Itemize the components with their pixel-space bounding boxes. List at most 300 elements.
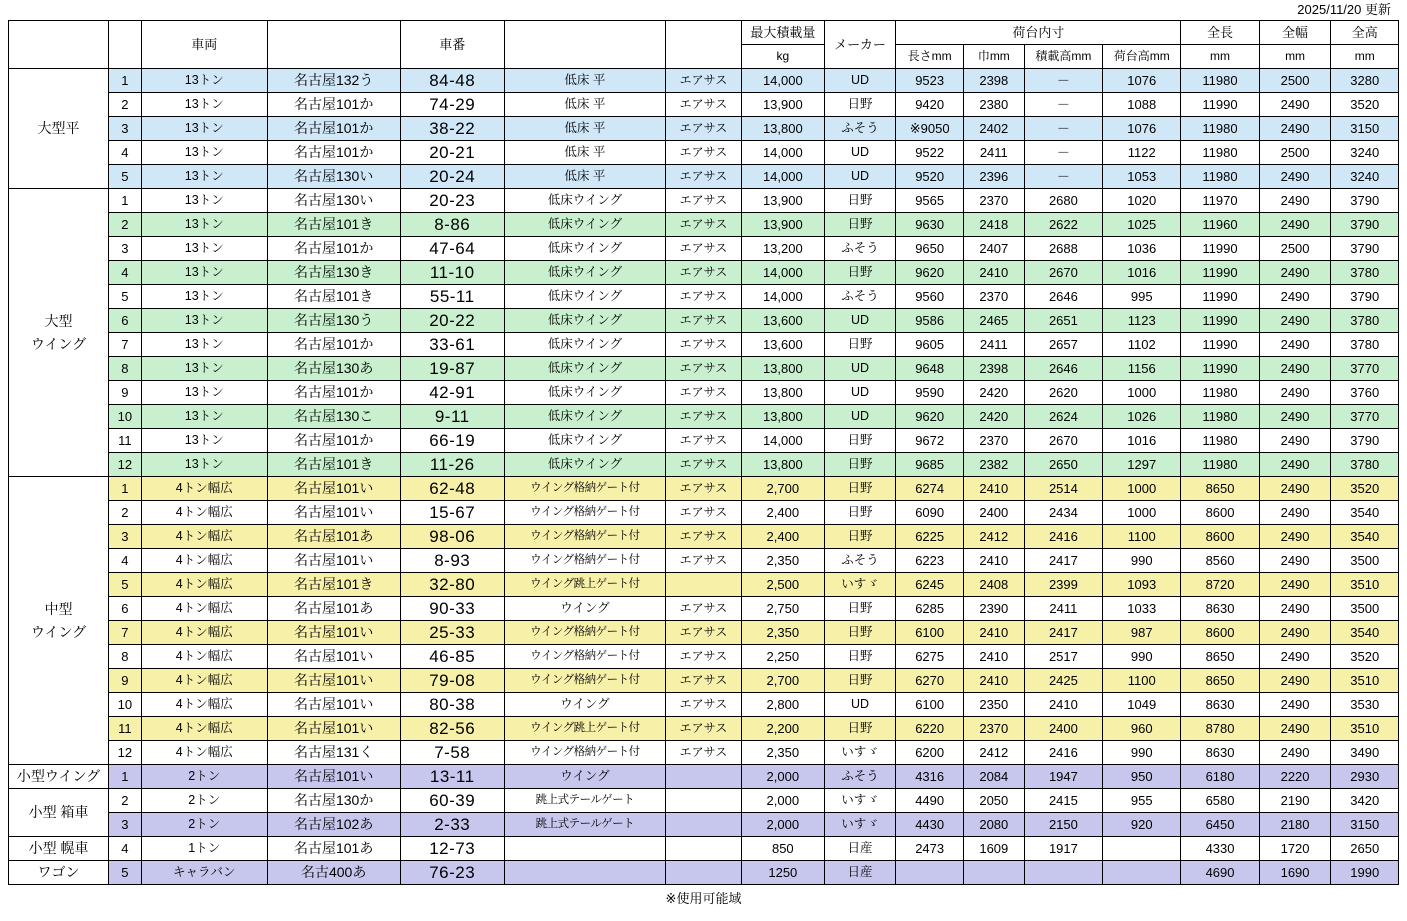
body-type: 低床ウイング [504,333,665,357]
body-type: 低床 平 [504,165,665,189]
bed-length: 6200 [896,741,963,765]
bed-floor-height: 987 [1103,621,1181,645]
plate-region: 名古屋101か [267,333,400,357]
suspension-type: エアサス [665,357,741,381]
bed-load-height: － [1024,69,1102,93]
plate-number: 38-22 [400,117,504,141]
total-height: 3770 [1331,405,1399,429]
total-width: 2490 [1259,189,1331,213]
total-height: 3790 [1331,213,1399,237]
vehicle-class: 13トン [141,69,267,93]
bed-load-height: 2417 [1024,549,1102,573]
total-height: 3150 [1331,813,1399,837]
max-load: 2,750 [742,597,825,621]
plate-region: 名古屋130か [267,789,400,813]
bed-floor-height: 1000 [1103,381,1181,405]
total-width: 2490 [1259,645,1331,669]
body-type: ウイング [504,693,665,717]
plate-region: 名古屋102あ [267,813,400,837]
bed-width: 2411 [963,333,1024,357]
plate-number: 46-85 [400,645,504,669]
bed-length: 6100 [896,621,963,645]
body-type: 低床ウイング [504,453,665,477]
updated-date: 2025/11/20 更新 [1297,2,1391,17]
plate-region: 名古屋101か [267,117,400,141]
plate-region: 名古屋101い [267,621,400,645]
total-length: 8600 [1181,525,1259,549]
vehicle-class: 13トン [141,429,267,453]
total-height: 3780 [1331,453,1399,477]
bed-length [896,861,963,885]
bed-load-height: 2416 [1024,525,1102,549]
bed-width: 2408 [963,573,1024,597]
plate-number: 8-86 [400,213,504,237]
suspension-type: エアサス [665,525,741,549]
table-row [9,381,1399,405]
suspension-type: エアサス [665,381,741,405]
table-row [9,309,1399,333]
header-plate [267,21,400,69]
vehicle-class: 4トン幅広 [141,597,267,621]
max-load: 850 [742,837,825,861]
bed-load-height: － [1024,165,1102,189]
plate-region: 名古屋101い [267,645,400,669]
vehicle-class: 13トン [141,117,267,141]
header-bed-floor-height: 荷台高mm [1103,45,1181,69]
footnote: ※使用可能域 [665,891,742,906]
total-length: 11960 [1181,213,1259,237]
total-width: 2490 [1259,501,1331,525]
bed-load-height: 2415 [1024,789,1102,813]
bed-width: 2370 [963,717,1024,741]
bed-load-height: 2399 [1024,573,1102,597]
plate-number: 42-91 [400,381,504,405]
max-load: 13,900 [742,213,825,237]
maker: UD [824,141,896,165]
bed-width: 2410 [963,621,1024,645]
plate-number: 20-21 [400,141,504,165]
vehicle-class: 13トン [141,93,267,117]
plate-region: 名古屋130こ [267,405,400,429]
body-type [504,861,665,885]
bed-length: 6275 [896,645,963,669]
header-bed-width: 巾mm [963,45,1024,69]
max-load: 2,250 [742,645,825,669]
body-type: ウイング跳上ゲート付 [504,573,665,597]
total-width: 2490 [1259,597,1331,621]
plate-number: 11-26 [400,453,504,477]
bed-load-height: 2150 [1024,813,1102,837]
group-label: 中型 ウイング [9,477,109,765]
total-length: 8630 [1181,741,1259,765]
bed-length: 6245 [896,573,963,597]
bed-load-height: 2622 [1024,213,1102,237]
suspension-type: エアサス [665,693,741,717]
body-type: ウイング格納ゲート付 [504,549,665,573]
bed-floor-height: 1025 [1103,213,1181,237]
suspension-type: エアサス [665,93,741,117]
header-bed-length: 長さmm [896,45,963,69]
max-load: 2,350 [742,741,825,765]
plate-number: 20-24 [400,165,504,189]
plate-region: 名古屋101い [267,501,400,525]
total-length: 4690 [1181,861,1259,885]
total-height: 3780 [1331,261,1399,285]
total-length: 4330 [1181,837,1259,861]
total-height: 3520 [1331,477,1399,501]
plate-region: 名古屋101か [267,237,400,261]
header-total-length: 全長 [1181,21,1259,45]
total-length: 8780 [1181,717,1259,741]
total-height: 3770 [1331,357,1399,381]
table-row [9,645,1399,669]
table-row [9,261,1399,285]
bed-length: 9420 [896,93,963,117]
vehicle-class: 4トン幅広 [141,549,267,573]
bed-load-height: 2650 [1024,453,1102,477]
total-width: 2490 [1259,357,1331,381]
suspension-type: エアサス [665,669,741,693]
max-load: 2,400 [742,525,825,549]
row-no: 3 [109,237,142,261]
total-width: 2490 [1259,525,1331,549]
row-no: 3 [109,813,142,837]
max-load: 13,800 [742,117,825,141]
table-row [9,93,1399,117]
total-length: 6450 [1181,813,1259,837]
bed-width: 2410 [963,669,1024,693]
bed-floor-height: 1016 [1103,429,1181,453]
bed-length: 9560 [896,285,963,309]
vehicle-class: 13トン [141,237,267,261]
bed-length: 9522 [896,141,963,165]
vehicle-class: 4トン幅広 [141,501,267,525]
bed-load-height: － [1024,93,1102,117]
bed-load-height: 2620 [1024,381,1102,405]
body-type: 低床ウイング [504,189,665,213]
maker: 日産 [824,837,896,861]
total-length: 11990 [1181,285,1259,309]
bed-width: 2398 [963,357,1024,381]
row-no: 9 [109,669,142,693]
row-no: 12 [109,741,142,765]
maker: ふそう [824,285,896,309]
maker: UD [824,309,896,333]
body-type: 低床 平 [504,117,665,141]
bed-width: 2398 [963,69,1024,93]
suspension-type: エアサス [665,141,741,165]
total-width: 2490 [1259,285,1331,309]
vehicle-class: 13トン [141,333,267,357]
body-type: 低床ウイング [504,405,665,429]
header-unit-kg: kg [742,45,825,69]
total-height: 3520 [1331,645,1399,669]
vehicle-class: 4トン幅広 [141,621,267,645]
vehicle-class: 1トン [141,837,267,861]
header-bed-load-height: 積載高mm [1024,45,1102,69]
maker: 日野 [824,501,896,525]
bed-load-height: 2410 [1024,693,1102,717]
bed-length: 9520 [896,165,963,189]
row-no: 7 [109,333,142,357]
vehicle-class: 13トン [141,285,267,309]
plate-number: 84-48 [400,69,504,93]
bed-width: 2084 [963,765,1024,789]
group-label: 大型 ウイング [9,189,109,477]
fleet-table [8,20,1399,885]
total-length: 11980 [1181,429,1259,453]
suspension-type: エアサス [665,549,741,573]
table-row [9,621,1399,645]
suspension-type: エアサス [665,117,741,141]
bed-width: 2410 [963,261,1024,285]
bed-load-height: 2670 [1024,261,1102,285]
table-row [9,717,1399,741]
total-height: 3520 [1331,93,1399,117]
header-total-height: 全高 [1331,21,1399,45]
total-width: 2490 [1259,381,1331,405]
bed-width: 2390 [963,597,1024,621]
maker: ふそう [824,237,896,261]
maker: 日野 [824,669,896,693]
total-height: 2930 [1331,765,1399,789]
table-row [9,285,1399,309]
suspension-type: エアサス [665,333,741,357]
bed-length: 9650 [896,237,963,261]
total-length: 8650 [1181,645,1259,669]
row-no: 8 [109,357,142,381]
bed-width: 2407 [963,237,1024,261]
vehicle-class: 13トン [141,309,267,333]
bed-length: 9648 [896,357,963,381]
maker: 日野 [824,261,896,285]
row-no: 4 [109,261,142,285]
max-load: 14,000 [742,69,825,93]
row-no: 8 [109,645,142,669]
plate-number: 32-80 [400,573,504,597]
maker: 日野 [824,189,896,213]
bed-length: 9565 [896,189,963,213]
bed-width: 2420 [963,405,1024,429]
bed-floor-height: 990 [1103,645,1181,669]
bed-load-height: 2670 [1024,429,1102,453]
body-type: 低床ウイング [504,309,665,333]
total-length: 8650 [1181,669,1259,693]
maker: いすゞ [824,741,896,765]
total-length: 11970 [1181,189,1259,213]
maker: 日野 [824,621,896,645]
plate-number: 20-22 [400,309,504,333]
total-width: 2220 [1259,765,1331,789]
suspension-type: エアサス [665,645,741,669]
vehicle-class: 4トン幅広 [141,741,267,765]
row-no: 4 [109,549,142,573]
bed-length: 6100 [896,693,963,717]
total-length: 8600 [1181,501,1259,525]
table-row [9,69,1399,93]
total-width: 2490 [1259,261,1331,285]
total-length: 11980 [1181,141,1259,165]
suspension-type [665,813,741,837]
bed-load-height: 2646 [1024,357,1102,381]
bed-load-height: 2400 [1024,717,1102,741]
total-width: 2490 [1259,573,1331,597]
bed-length: 9620 [896,405,963,429]
suspension-type [665,861,741,885]
plate-number: 12-73 [400,837,504,861]
total-height: 3510 [1331,717,1399,741]
max-load: 2,350 [742,549,825,573]
bed-floor-height: 1122 [1103,141,1181,165]
bed-floor-height: 960 [1103,717,1181,741]
bed-load-height: 2680 [1024,189,1102,213]
total-length: 11980 [1181,453,1259,477]
bed-floor-height: 1156 [1103,357,1181,381]
bed-length: 2473 [896,837,963,861]
bed-floor-height: 1053 [1103,165,1181,189]
row-no: 2 [109,501,142,525]
bed-floor-height: 1016 [1103,261,1181,285]
bed-load-height: － [1024,117,1102,141]
vehicle-class: 13トン [141,213,267,237]
plate-region: 名古屋101き [267,285,400,309]
body-type: 低床ウイング [504,429,665,453]
row-no: 6 [109,309,142,333]
vehicle-class: 13トン [141,141,267,165]
plate-region: 名古屋101い [267,765,400,789]
body-type: ウイング格納ゲート付 [504,621,665,645]
bed-load-height: 2411 [1024,597,1102,621]
plate-number: 7-58 [400,741,504,765]
total-width: 2490 [1259,741,1331,765]
body-type: ウイング跳上ゲート付 [504,717,665,741]
total-height: 3780 [1331,309,1399,333]
bed-length: 6270 [896,669,963,693]
header-unit-mm-height: mm [1331,45,1399,69]
maker: UD [824,165,896,189]
bed-floor-height: 1000 [1103,477,1181,501]
bed-width: 2350 [963,693,1024,717]
header-max-load: 最大積載量 [742,21,825,45]
vehicle-class: 2トン [141,813,267,837]
row-no: 2 [109,93,142,117]
vehicle-class: 13トン [141,405,267,429]
total-length: 11980 [1181,165,1259,189]
total-height: 3500 [1331,597,1399,621]
group-label: 大型平 [9,69,109,189]
row-no: 3 [109,117,142,141]
max-load: 14,000 [742,429,825,453]
bed-width: 2370 [963,429,1024,453]
suspension-type: エアサス [665,597,741,621]
row-no: 5 [109,165,142,189]
total-length: 11990 [1181,93,1259,117]
table-row [9,813,1399,837]
plate-region: 名古屋101か [267,93,400,117]
maker: UD [824,357,896,381]
bed-load-height: 2425 [1024,669,1102,693]
plate-region: 名古400あ [267,861,400,885]
maker: いすゞ [824,813,896,837]
bed-load-height: 1947 [1024,765,1102,789]
bed-floor-height: 990 [1103,549,1181,573]
max-load: 2,800 [742,693,825,717]
bed-floor-height: 950 [1103,765,1181,789]
table-row [9,597,1399,621]
total-height: 3790 [1331,189,1399,213]
row-no: 10 [109,405,142,429]
bed-load-height: 2517 [1024,645,1102,669]
body-type: ウイング格納ゲート付 [504,525,665,549]
total-width: 2490 [1259,309,1331,333]
bed-width: 2465 [963,309,1024,333]
bed-floor-height: 1026 [1103,405,1181,429]
row-no: 5 [109,285,142,309]
table-row [9,165,1399,189]
row-no: 3 [109,525,142,549]
suspension-type: エアサス [665,621,741,645]
plate-region: 名古屋101い [267,693,400,717]
body-type [504,837,665,861]
row-no: 9 [109,381,142,405]
bed-length: 9523 [896,69,963,93]
bed-floor-height: 1100 [1103,525,1181,549]
bed-width: 2410 [963,477,1024,501]
bed-length: 9586 [896,309,963,333]
vehicle-class: 4トン幅広 [141,693,267,717]
row-no: 2 [109,789,142,813]
header-no [109,21,142,69]
max-load: 13,900 [742,189,825,213]
maker: 日野 [824,717,896,741]
plate-number: 80-38 [400,693,504,717]
plate-region: 名古屋101き [267,453,400,477]
max-load: 14,000 [742,141,825,165]
total-height: 3240 [1331,165,1399,189]
plate-number: 90-33 [400,597,504,621]
total-length: 11990 [1181,261,1259,285]
total-length: 6180 [1181,765,1259,789]
total-height: 3540 [1331,525,1399,549]
plate-number: 33-61 [400,333,504,357]
row-no: 5 [109,573,142,597]
plate-region: 名古屋130う [267,309,400,333]
plate-region: 名古屋101い [267,717,400,741]
body-type: 低床ウイング [504,237,665,261]
total-height: 3240 [1331,141,1399,165]
plate-region: 名古屋101き [267,213,400,237]
maker: いすゞ [824,789,896,813]
bed-width: 2418 [963,213,1024,237]
body-type: ウイング格納ゲート付 [504,645,665,669]
bed-floor-height: 1076 [1103,69,1181,93]
plate-number: 15-67 [400,501,504,525]
total-length: 8650 [1181,477,1259,501]
total-length: 11980 [1181,117,1259,141]
bed-length: 9630 [896,213,963,237]
total-height: 3490 [1331,741,1399,765]
maker: 日野 [824,333,896,357]
table-row [9,213,1399,237]
table-row [9,477,1399,501]
row-no: 4 [109,141,142,165]
vehicle-class: 4トン幅広 [141,669,267,693]
suspension-type [665,573,741,597]
bed-length: 9672 [896,429,963,453]
bed-width: 2370 [963,285,1024,309]
suspension-type: エアサス [665,189,741,213]
table-row [9,357,1399,381]
